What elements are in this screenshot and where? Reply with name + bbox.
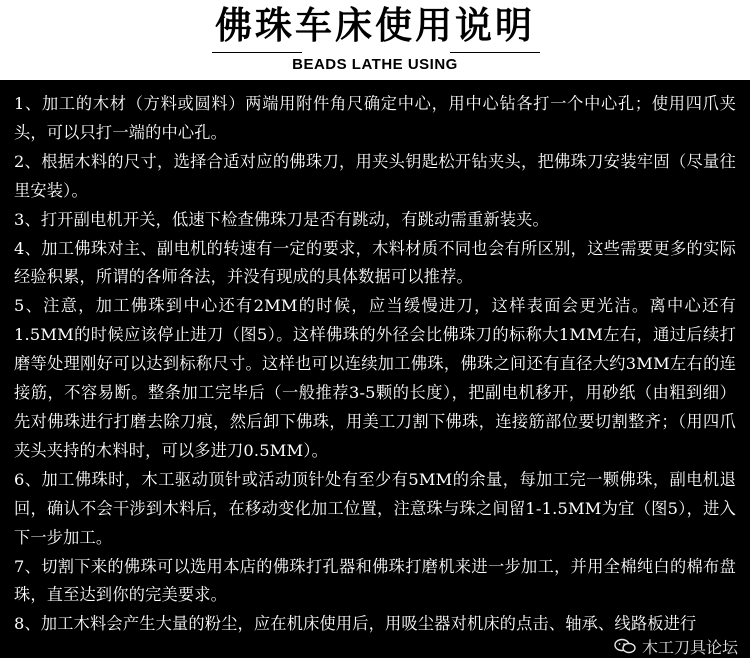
- watermark: [610, 635, 742, 657]
- page-title: 佛珠车床使用说明: [215, 4, 535, 47]
- header-banner: [0, 0, 750, 80]
- instruction-item: 6、加工佛珠时，木工驱动顶针或活动顶针处有至少有5MM的余量，每加工完一颗佛珠，副电机退回，确认不会干涉到木料后，在移动变化加工位置，注意珠与珠之间留1-1.5MM为宜（图5），进入下一步加工。: [14, 469, 736, 547]
- watermark-text: 木工刀具论坛: [641, 637, 738, 657]
- instruction-item: 3、打开副电机开关，低速下检查佛珠刀是否有跳动，有跳动需重新装夹。: [14, 209, 549, 229]
- instruction-item: 1、加工的木材（方料或圆料）两端用附件角尺确定中心，用中心钻各打一个中心孔；使用四爪夹头，可以只打一端的中心孔。: [14, 94, 736, 142]
- instruction-item: 7、切割下来的佛珠可以选用本店的佛珠打孔器和佛珠打磨机来进一步加工，并用全棉纯白的棉布盘珠，直至达到你的完美要求。: [14, 556, 736, 605]
- instruction-item: 5、注意，加工佛珠到中心还有2MM的时候，应当缓慢进刀，这样表面会更光洁。离中心还有1.5MM的时候应该停止进刀（图5）。这样佛珠的外径会比佛珠刀的标称大1MM左右，通过后续打磨等处理刚好可以达到标称尺寸。这样也可以连续加工佛珠，佛珠之间还有直径大约3MM左右的连接筋，不容易断。整条加工完毕后（一般推荐3-5颗的长度），把副电机移开，用砂纸（由粗到细）先对佛珠进行打磨去除刀痕，然后卸下佛珠，用美工刀割下佛珠，连接筋部位要切割整齐；（用四爪夹头夹持的木料时，可以多进刀0.5MM）。: [14, 296, 736, 460]
- page-subtitle: BEADS LATHE USING: [292, 56, 458, 73]
- instruction-item: 8、加工木料会产生大量的粉尘，应在机床使用后，用吸尘器对机床的点击、轴承、线路板进行: [14, 614, 697, 634]
- instruction-item: 2、根据木料的尺寸，选择合适对应的佛珠刀，用夹头钥匙松开钻夹头，把佛珠刀安装牢固（尽量往里安装）。: [14, 151, 736, 200]
- title-divider-left: [212, 52, 302, 53]
- title-divider-right: [450, 52, 540, 53]
- wechat-icon: [614, 638, 636, 654]
- instruction-list: [14, 90, 736, 639]
- instruction-item: 4、加工佛珠对主、副电机的转速有一定的要求，木料材质不同也会有所区别，这些需要更多的实际经验积累，所谓的各师各法，并没有现成的具体数据可以推荐。: [14, 238, 736, 287]
